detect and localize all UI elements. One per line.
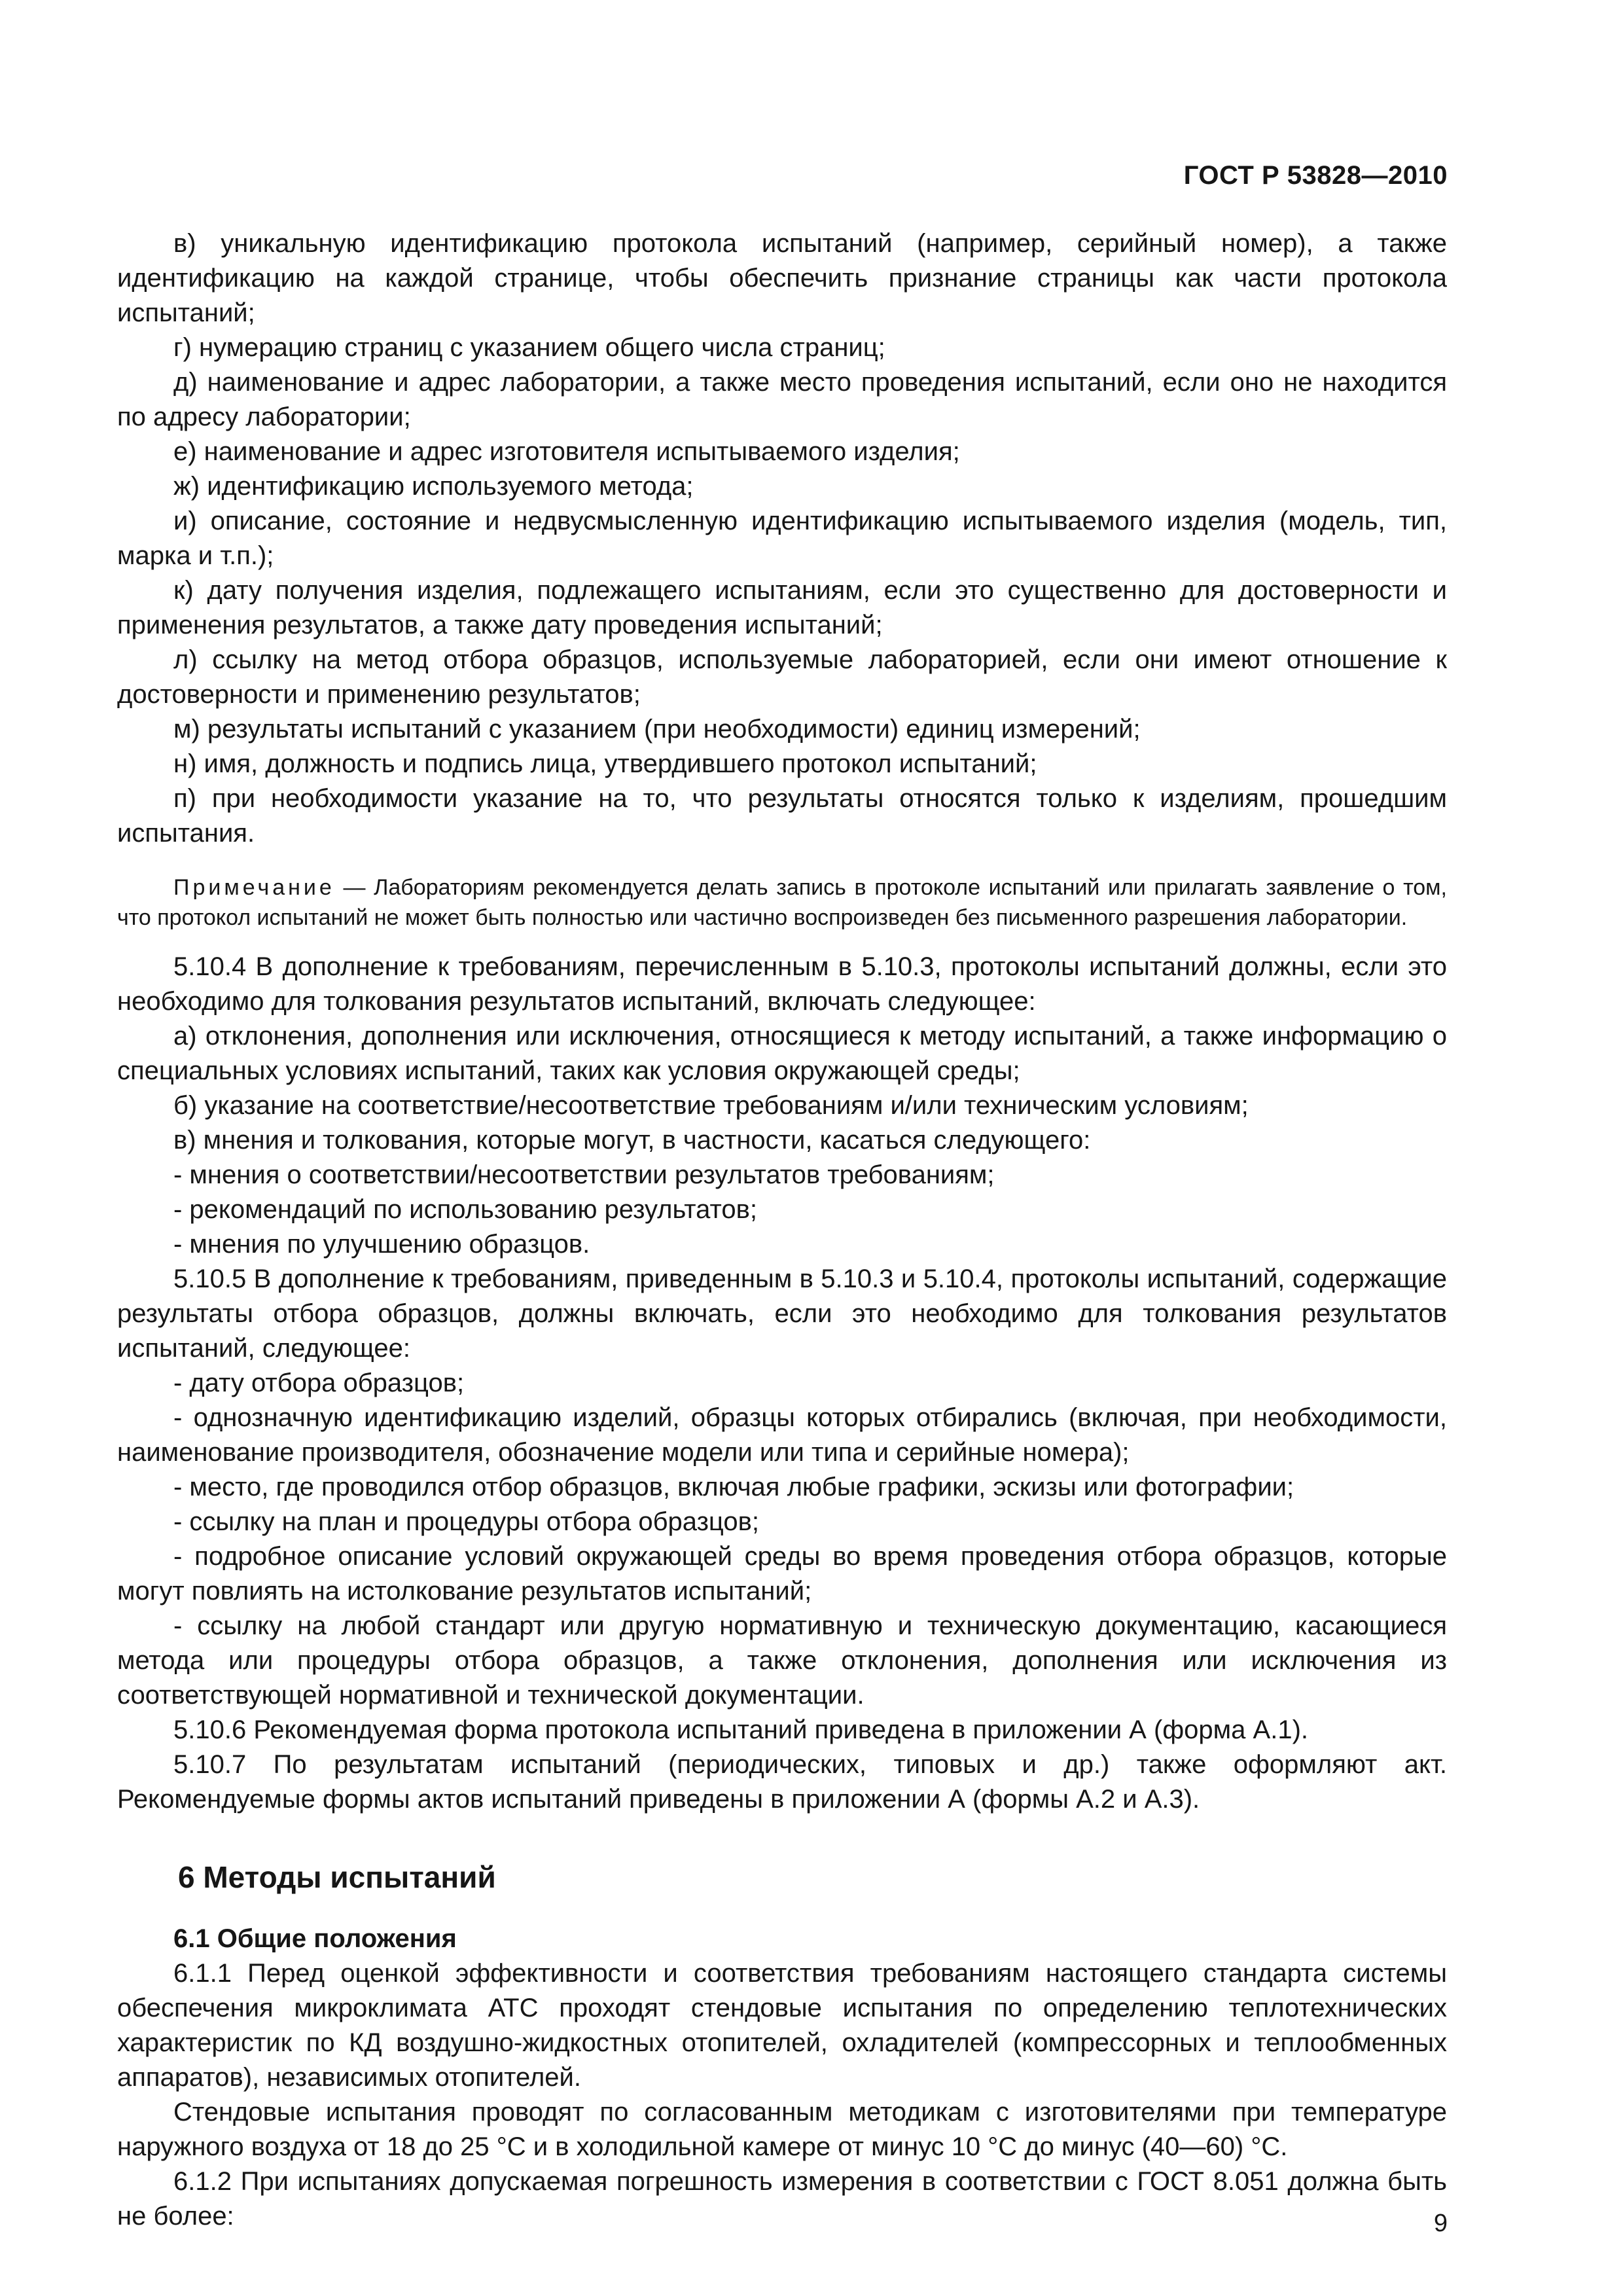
document-header-code: ГОСТ Р 53828—2010: [1183, 161, 1448, 190]
list-item: г) нумерацию страниц с указанием общего числа страниц;: [173, 333, 885, 362]
list-item: л) ссылку на метод отбора образцов, используемые лабораторией, если они имеют отношение к достоверности и применению результатов;: [117, 645, 1447, 709]
list-item: - дату отбора образцов;: [173, 1369, 465, 1397]
list-item: - однозначную идентификацию изделий, образцы которых отбирались (включая, при необходимости, наименование производителя, обозначение модели или типа и серийные номера);: [117, 1403, 1447, 1467]
section-heading: 6 Методы испытаний: [178, 1860, 496, 1894]
list-item: - мнения по улучшению образцов.: [173, 1230, 590, 1259]
list-item: - ссылку на план и процедуры отбора образцов;: [173, 1507, 759, 1536]
list-item: к) дату получения изделия, подлежащего испытаниям, если это существенно для достоверности и применения результатов, а также дату проведения испытаний;: [117, 576, 1447, 639]
clause-5-10-5: 5.10.5 В дополнение к требованиям, приведенным в 5.10.3 и 5.10.4, протоколы испытаний, содержащие результаты отбора образцов, должны включать, если это необходимо для толкования результатов испытаний, следующее:: [117, 1265, 1447, 1363]
paragraph: Стендовые испытания проводят по согласованным методикам с изготовителями при температуре наружного воздуха от 18 до 25 °С и в холодильной камере от минус 10 °С до минус (40—60) °С.: [117, 2098, 1447, 2161]
list-item: в) мнения и толкования, которые могут, в частности, касаться следующего:: [173, 1126, 1091, 1155]
list-item: - мнения о соответствии/несоответствии результатов требованиям;: [173, 1160, 995, 1189]
clause-5-10-7: 5.10.7 По результатам испытаний (периодических, типовых и др.) также оформляют акт. Рекомендуемые формы актов испытаний приведены в приложении А (формы А.2 и А.3).: [117, 1750, 1447, 1814]
list-item: м) результаты испытаний с указанием (при необходимости) единиц измерений;: [173, 715, 1141, 744]
list-item: а) отклонения, дополнения или исключения, относящиеся к методу испытаний, а также информацию о специальных условиях испытаний, таких как условия окружающей среды;: [117, 1022, 1447, 1085]
page-number: 9: [1433, 2210, 1448, 2237]
subsection-heading: 6.1 Общие положения: [173, 1924, 457, 1953]
clause-5-10-4: 5.10.4 В дополнение к требованиям, перечисленным в 5.10.3, протоколы испытаний должны, если это необходимо для толкования результатов испытаний, включать следующее:: [117, 952, 1447, 1016]
list-item: е) наименование и адрес изготовителя испытываемого изделия;: [173, 437, 960, 466]
list-item: - рекомендаций по использованию результатов;: [173, 1195, 757, 1224]
note-paragraph: [117, 873, 1447, 933]
clause-5-10-6: 5.10.6 Рекомендуемая форма протокола испытаний приведена в приложении А (форма А.1).: [173, 1715, 1309, 1744]
list-item: н) имя, должность и подпись лица, утвердившего протокол испытаний;: [173, 749, 1037, 778]
clause-6-1-2: 6.1.2 При испытаниях допускаемая погрешность измерения в соответствии с ГОСТ 8.051 должна быть не более:: [117, 2167, 1447, 2231]
list-item: в) уникальную идентификацию протокола испытаний (например, серийный номер), а также идентификацию на каждой странице, чтобы обеспечить признание страницы как части протокола испытаний;: [117, 229, 1447, 327]
note-label: Примечание: [173, 875, 335, 900]
list-item: - ссылку на любой стандарт или другую нормативную и техническую документацию, касающиеся метода или процедуры отбора образцов, а также отклонения, дополнения или исключения из соответствующей нормативной и технической документации.: [117, 1611, 1447, 1710]
clause-6-1-1: 6.1.1 Перед оценкой эффективности и соответствия требованиям настоящего стандарта системы обеспечения микроклимата АТС проходят стендовые испытания по определению теплотехнических характеристик по КД воздушно-жидкостных отопителей, охладителей (компрессорных и теплообменных аппаратов), независимых отопителей.: [117, 1959, 1447, 2092]
list-item: д) наименование и адрес лаборатории, а также место проведения испытаний, если оно не находится по адресу лаборатории;: [117, 368, 1447, 431]
list-item: - подробное описание условий окружающей среды во время проведения отбора образцов, которые могут повлиять на истолкование результатов испытаний;: [117, 1542, 1447, 1605]
list-item: ж) идентификацию используемого метода;: [173, 472, 694, 501]
page-content: [117, 226, 1447, 2234]
list-item: б) указание на соответствие/несоответствие требованиям и/или техническим условиям;: [173, 1091, 1249, 1120]
list-item: - место, где проводился отбор образцов, включая любые графики, эскизы или фотографии;: [173, 1473, 1294, 1501]
list-item: п) при необходимости указание на то, что результаты относятся только к изделиям, прошедшим испытания.: [117, 784, 1447, 848]
list-item: и) описание, состояние и недвусмысленную идентификацию испытываемого изделия (модель, тип, марка и т.п.);: [117, 507, 1447, 570]
note-text: — Лабораториям рекомендуется делать запись в протоколе испытаний или прилагать заявление о том, что протокол испытаний не может быть полностью или частично воспроизведен без письменного разрешения лаборатории.: [117, 875, 1447, 930]
